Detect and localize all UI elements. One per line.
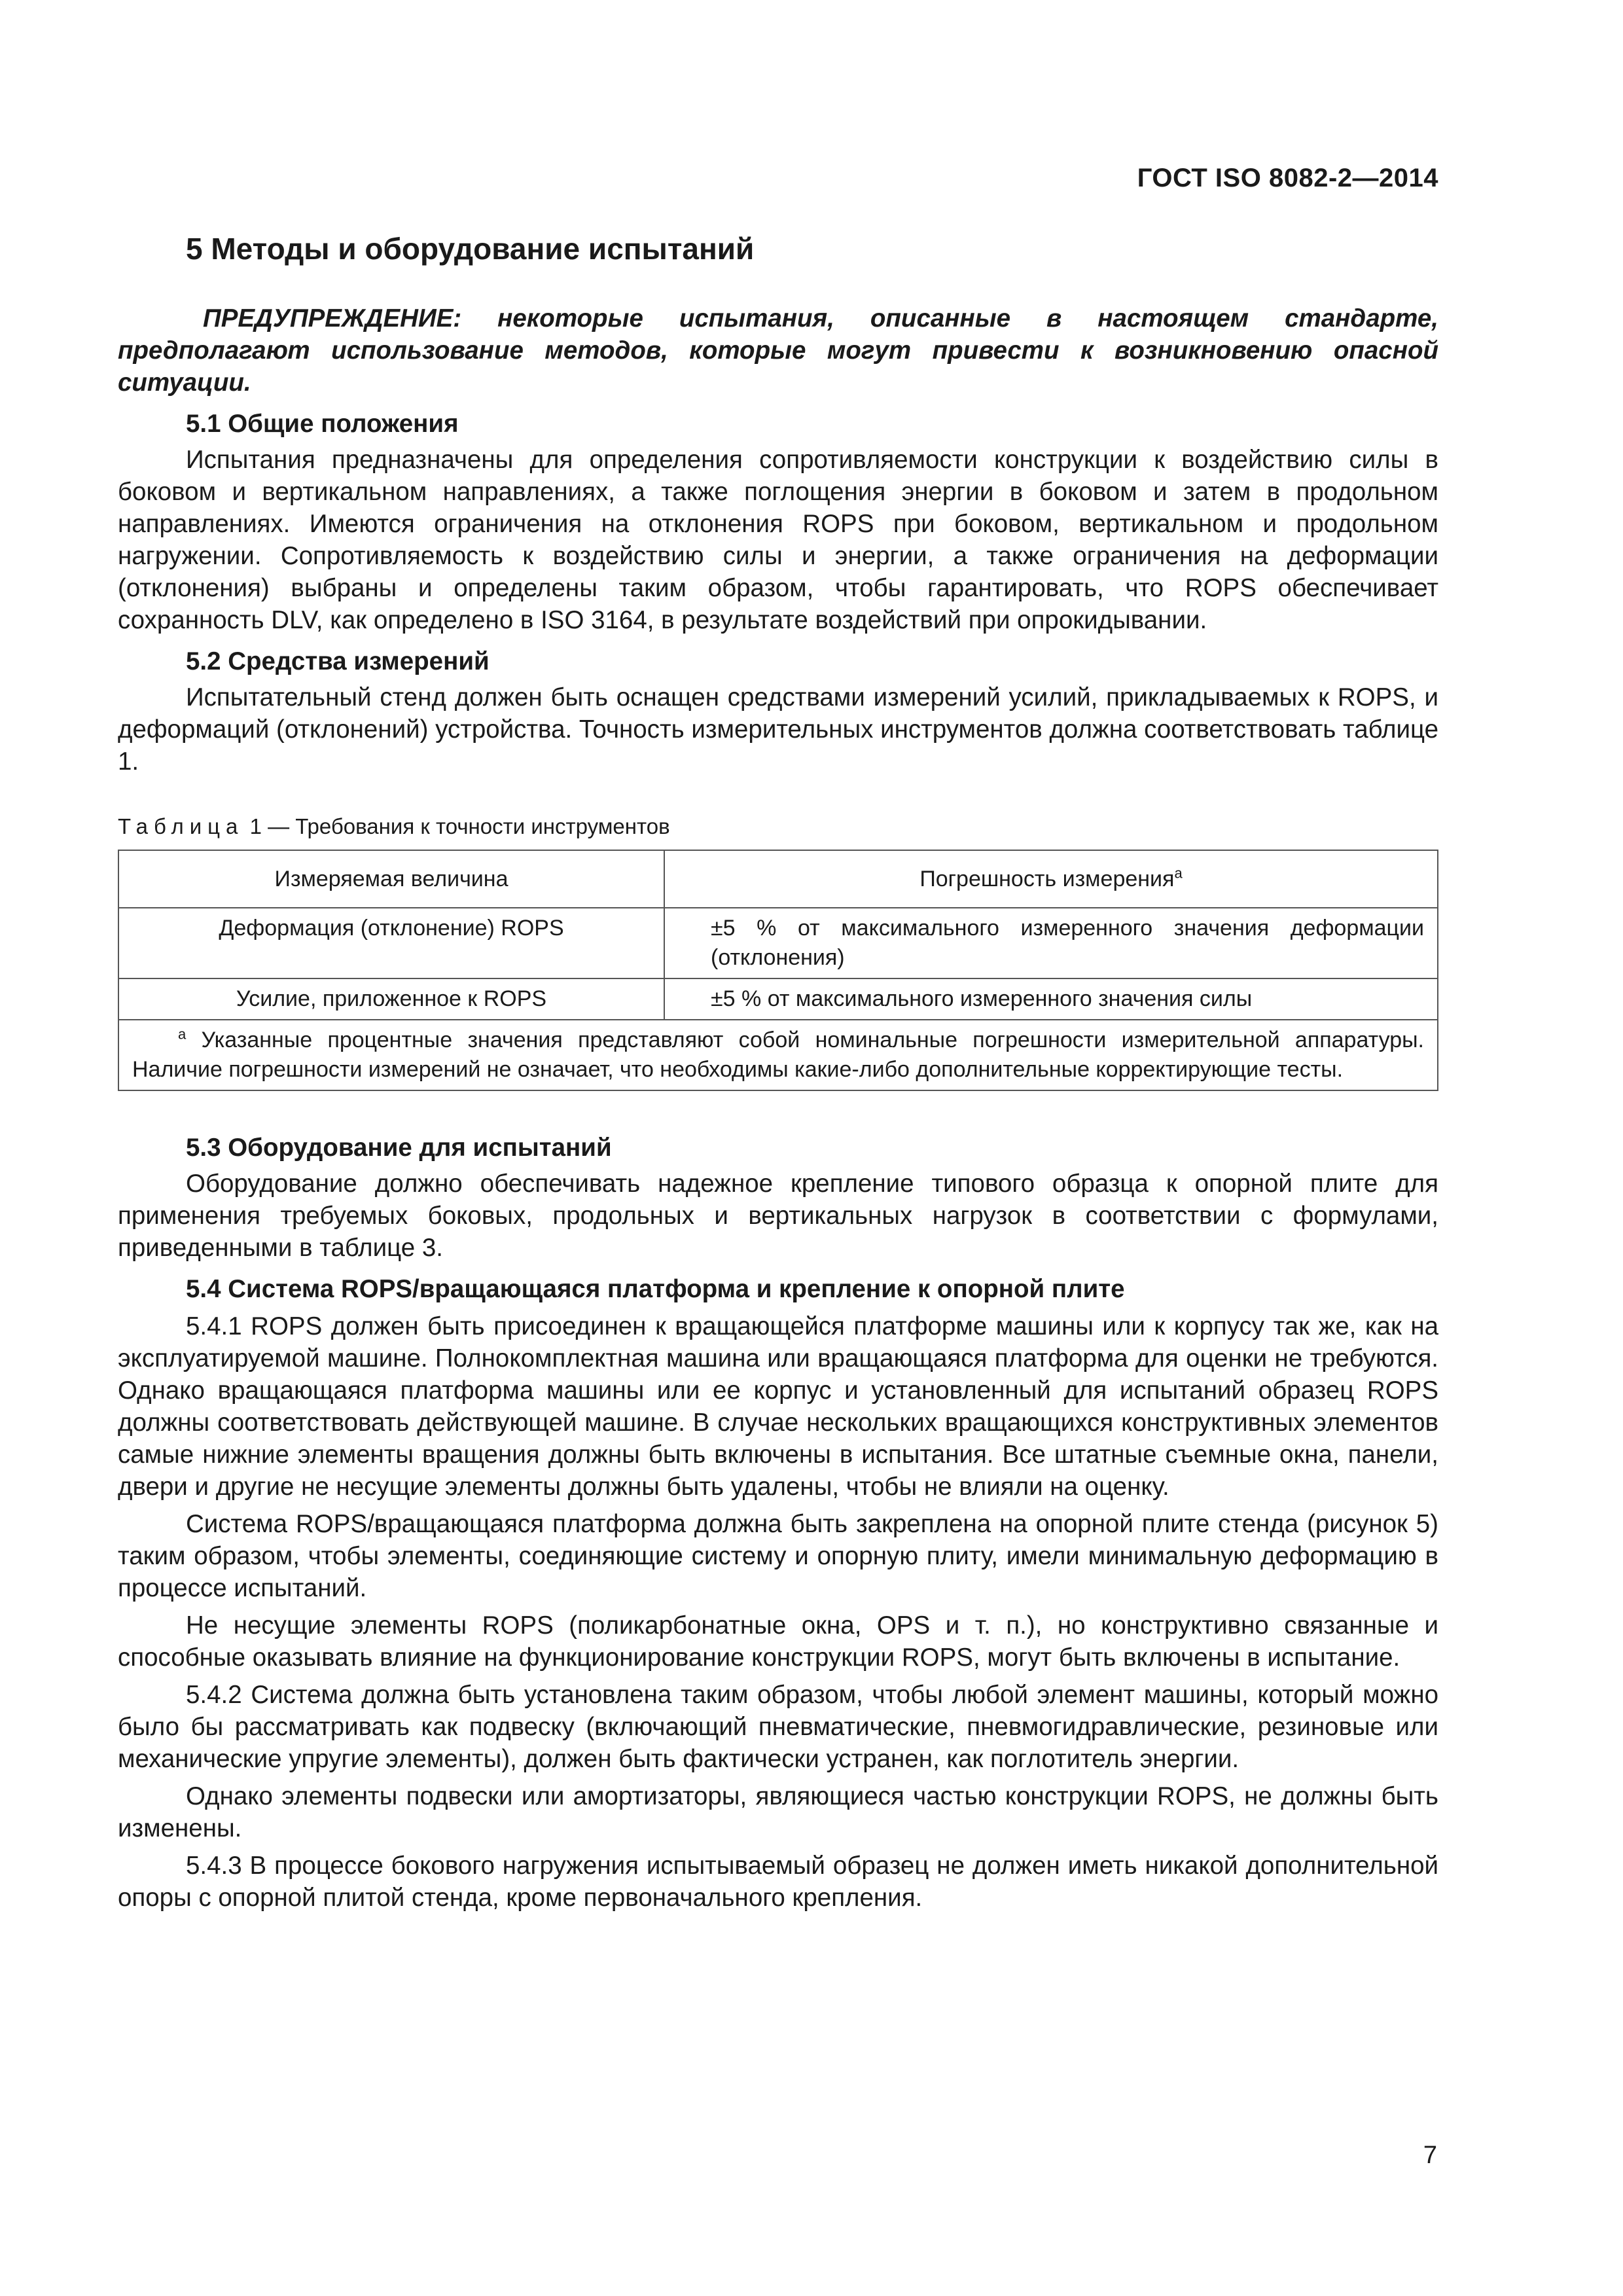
table-footnote — [118, 1020, 1438, 1090]
subsection-5-4-title: 5.4 Система ROPS/вращающаяся платформа и крепление к опорной плите — [186, 1275, 1125, 1303]
footnote-ref: a — [1174, 865, 1183, 882]
subsection-5-2-text: Испытательный стенд должен быть оснащен средствами измерений усилий, прикладываемых к ROPS, и деформаций (отклонений) устройства. Точность измерительных инструментов должна соответствовать таблице 1. — [118, 683, 1438, 776]
accuracy-table — [118, 850, 1438, 1091]
page-number: 7 — [1423, 2142, 1437, 2169]
subsection-5-1-title: 5.1 Общие положения — [186, 410, 459, 438]
table-cell-error-text: ±5 % от максимального измеренного значения силы — [711, 986, 1253, 1011]
table-footnote-row — [118, 1020, 1438, 1090]
table-row — [118, 908, 1438, 978]
subsection-5-1-text: Испытания предназначены для определения сопротивляемости конструкции к воздействию силы в боковом и вертикальном направлениях, а также поглощения энергии в боковом и затем в продольном направлениях. Имеются ограничения на отклонения ROPS при боковом, вертикальном и продольном нагружении. Сопротивляемость к воздействию силы и энергии, а также ограничения на деформации (отклонения) выбраны и определены таким образом, чтобы гарантировать, что ROPS обеспечивает сохранность DLV, как определено в ISO 3164, в результате воздействий при опрокидывании. — [118, 446, 1438, 634]
clause-5-4-3: 5.4.3 В процессе бокового нагружения испытываемый образец не должен иметь никакой дополнительной опоры с опорной плитой стенда, кроме первоначального крепления. — [118, 1852, 1438, 1912]
table-header-quantity: Измеряемая величина — [118, 850, 664, 908]
table-caption-word: Таблица — [118, 814, 244, 838]
clause-5-4-2: 5.4.2 Система должна быть установлена таким образом, чтобы любой элемент машины, который можно было бы рассматривать как подвеску (включающий пневматические, пневмогидравлические, резиновые или механические упругие элементы), должен быть фактически устранен, как поглотитель энергии. — [118, 1681, 1438, 1773]
table-footnote-text: Указанные процентные значения представляют собой номинальные погрешности измерительной аппаратуры. Наличие погрешности измерений не означает, что необходимы какие-либо дополнительные корректирующие тесты. — [132, 1028, 1424, 1082]
table-cell-quantity: Деформация (отклонение) ROPS — [118, 908, 664, 978]
subsection-5-3-title: 5.3 Оборудование для испытаний — [186, 1134, 612, 1162]
subsection-5-2-title: 5.2 Средства измерений — [186, 647, 490, 675]
clause-5-4-1: 5.4.1 ROPS должен быть присоединен к вращающейся платформе машины или к корпусу так же, как на эксплуатируемой машине. Полнокомплектная машина или вращающаяся платформа для оценки не требуются. Однако вращающаяся платформа машины или ее корпус и установленный для испытаний образец ROPS должны соответствовать действующей машине. В случае нескольких вращающихся конструктивных элементов самые нижние элементы вращения должны быть включены в испытания. Все штатные съемные окна, панели, двери и другие не несущие элементы должны быть удалены, чтобы не влияли на оценку. — [118, 1312, 1438, 1501]
document-code: ГОСТ ISO 8082-2—2014 — [1137, 164, 1438, 192]
table-cell-quantity: Усилие, приложенное к ROPS — [118, 978, 664, 1020]
table-header-error — [664, 850, 1438, 908]
table-row — [118, 978, 1438, 1020]
table-caption-text: 1 — Требования к точности инструментов — [249, 814, 670, 838]
clause-5-4-1-p3: Не несущие элементы ROPS (поликарбонатные окна, OPS и т. п.), но конструктивно связанные и способные оказывать влияние на функционирование конструкции ROPS, могут быть включены в испытание. — [118, 1611, 1438, 1672]
subsection-5-3-text: Оборудование должно обеспечивать надежное крепление типового образца к опорной плите для применения требуемых боковых, продольных и вертикальных нагрузок в соответствии с формулами, приведенными в таблице 3. — [118, 1170, 1438, 1262]
table-caption — [118, 814, 1438, 839]
table-cell-error — [664, 908, 1438, 978]
table-header-error-label: Погрешность измерения — [919, 866, 1175, 891]
clause-5-4-1-p2: Система ROPS/вращающаяся платформа должна быть закреплена на опорной плите стенда (рисунок 5) таким образом, чтобы элементы, соединяющие систему и опорную плиту, имели минимальную деформацию в процессе испытаний. — [118, 1510, 1438, 1602]
table-cell-error-text: ±5 % от максимального измеренного значения деформации (отклонения) — [711, 916, 1424, 970]
table-cell-error — [664, 978, 1438, 1020]
content — [118, 230, 1438, 1914]
table-header-row — [118, 850, 1438, 908]
footnote-mark: a — [178, 1026, 187, 1043]
section-title: 5 Методы и оборудование испытаний — [186, 232, 755, 266]
clause-5-4-2-p2: Однако элементы подвески или амортизаторы, являющиеся частью конструкции ROPS, не должны быть изменены. — [118, 1782, 1438, 1842]
warning-paragraph: ПРЕДУПРЕЖДЕНИЕ: некоторые испытания, описанные в настоящем стандарте, предполагают использование методов, которые могут привести к возникновению опасной ситуации. — [118, 304, 1438, 397]
